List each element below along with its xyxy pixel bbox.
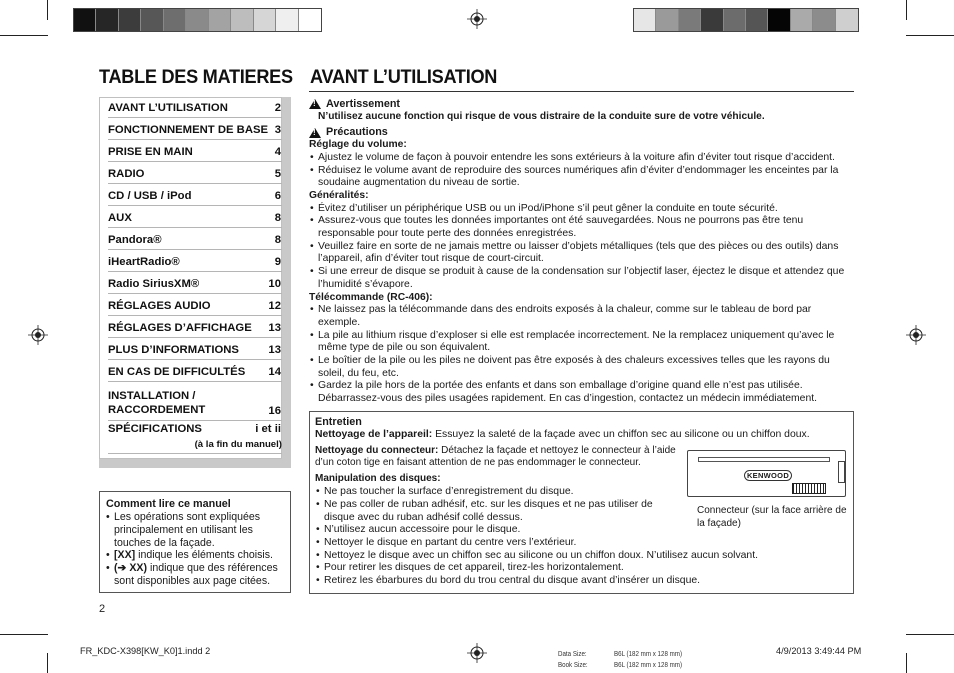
toc-entry-label: EN CAS DE DIFFICULTÉS <box>108 366 246 378</box>
color-swatch <box>701 9 723 31</box>
connector-caption: Connecteur (sur la face arrière de la façade) <box>697 505 847 529</box>
toc-entry-page: 12 <box>268 300 281 312</box>
toc-entry-label: AUX <box>108 212 132 224</box>
toc-entry-note: (à la fin du manuel) <box>194 439 282 450</box>
data-size-value: B6L (182 mm x 128 mm) <box>614 649 683 658</box>
table-of-contents <box>99 97 282 459</box>
toc-entry[interactable] <box>108 300 282 316</box>
precautions-heading <box>309 126 854 139</box>
color-swatch <box>209 9 231 31</box>
list-item: • Ne pas toucher la surface d’enregistrement du disque. <box>315 486 660 499</box>
toc-entry-label: SPÉCIFICATIONS <box>108 423 202 435</box>
list-item: • La pile au lithium risque d’exploser si elle est remplacée incorrectement. Ne la remplacez uniquement qu’avec le même type de pile ou son équivalent. <box>309 330 854 355</box>
toc-entry-page: 9 <box>274 256 281 268</box>
color-swatch <box>164 9 186 31</box>
disc-list <box>315 486 848 588</box>
page-number: 2 <box>99 603 106 615</box>
crop-mark <box>0 634 48 635</box>
list-item: • Gardez la pile hors de la portée des enfants et dans son emballage d’origine quand elle n’est pas utilisée. Débarrassez-vous des piles usagées rapidement. En cas d’ingestion, contactez un médecin immédiatement. <box>309 380 854 405</box>
volume-list <box>309 152 854 190</box>
toc-entry[interactable] <box>108 423 282 454</box>
book-size-label: Book Size: <box>558 660 588 669</box>
list-item: • Assurez-vous que toutes les données importantes ont été sauvegardées. Nous ne pourrons pas être tenu responsable pour toute perte des données enregistrées. <box>309 215 854 240</box>
list-item: • Nettoyer le disque en partant du centre vers l’extérieur. <box>315 537 848 550</box>
remote-list <box>309 304 854 406</box>
main-content <box>309 98 854 406</box>
color-swatch <box>74 9 96 31</box>
color-swatch <box>186 9 208 31</box>
list-item <box>106 549 284 562</box>
color-swatch <box>679 9 701 31</box>
toc-entry-page: 10 <box>268 278 281 290</box>
toc-entry[interactable] <box>108 256 282 272</box>
warning-title: Avertissement <box>326 98 401 110</box>
toc-entry[interactable] <box>108 322 282 338</box>
toc-entry-page: 16 <box>268 405 281 417</box>
color-calibration-bar-right <box>633 8 859 32</box>
color-swatch <box>791 9 813 31</box>
facade-cleaning <box>315 429 848 442</box>
color-swatch <box>96 9 118 31</box>
list-item: • Évitez d’utiliser un périphérique USB ou un iPod/iPhone s’il peut gêner la conduite en toute sécurité. <box>309 203 854 216</box>
list-item <box>106 562 284 588</box>
connector-cleaning-label: Nettoyage du connecteur: <box>315 445 439 457</box>
toc-entry-label: iHeartRadio® <box>108 256 180 268</box>
facade-cleaning-label: Nettoyage de l’appareil: <box>315 428 433 440</box>
connector-icon <box>792 483 826 494</box>
color-swatch <box>746 9 768 31</box>
registration-mark-icon <box>467 9 487 29</box>
toc-entry[interactable] <box>108 234 282 250</box>
maintenance-box <box>309 411 854 594</box>
list-item: • Nettoyez le disque avec un chiffon sec au silicone ou un chiffon doux. N’utilisez aucun solvant. <box>315 550 848 563</box>
crop-mark <box>0 35 48 36</box>
toc-entry-label-line: RACCORDEMENT <box>108 404 206 416</box>
toc-entry[interactable] <box>108 168 282 184</box>
general-list <box>309 203 854 292</box>
code-label: (➔ XX) <box>114 562 148 575</box>
color-calibration-bar-left <box>73 8 322 32</box>
toc-entry-page: 4 <box>274 146 281 158</box>
remote-heading: Télécommande (RC-406): <box>309 291 433 303</box>
toc-entry[interactable] <box>108 146 282 162</box>
toc-entry[interactable] <box>108 388 282 421</box>
list-item-text: indique les éléments choisis. <box>135 549 273 562</box>
connector-cleaning-text: Détachez la façade et nettoyez le connecteur à l’aide d’un coton tige en faisant attention de ne pas endommager le connecteur. <box>315 445 676 469</box>
print-date: 4/9/2013 3:49:44 PM <box>776 646 862 656</box>
toc-entry-page: 6 <box>274 190 281 202</box>
crop-mark <box>906 634 954 635</box>
toc-entry[interactable] <box>108 344 282 360</box>
color-swatch <box>634 9 656 31</box>
how-to-read-title: Comment lire ce manuel <box>106 498 231 510</box>
crop-mark <box>47 653 48 673</box>
list-item: • Si une erreur de disque se produit à cause de la condensation sur l’objectif laser, éjectez le disque et attendez que l’humidité s’évapore. <box>309 266 854 291</box>
toc-entry-label: RADIO <box>108 168 145 180</box>
brand-logo: KENWOOD <box>744 470 792 481</box>
volume-heading: Réglage du volume: <box>309 139 407 151</box>
list-item: • Veuillez faire en sorte de ne jamais mettre ou laisser d’objets métalliques (tels que des pièces ou des outils) dans l’appareil, afin d’éviter tout risque de court-circuit. <box>309 241 854 266</box>
list-item: • Ajustez le volume de façon à pouvoir entendre les sons extérieurs à la voiture afin d’éviter tout risque d’accident. <box>309 152 854 165</box>
precautions-title: Précautions <box>326 126 388 139</box>
toc-entry-page: 8 <box>274 234 281 246</box>
code-label: [XX] <box>114 549 136 562</box>
toc-entry[interactable] <box>108 278 282 294</box>
list-item: • N’utilisez aucun accessoire pour le disque. <box>315 524 660 537</box>
list-item: • Le boîtier de la pile ou les piles ne doivent pas être exposés à des chaleurs excessives telles que les rayons du soleil, du feu, etc. <box>309 355 854 380</box>
toc-entry-label: CD / USB / iPod <box>108 190 192 202</box>
maintenance-title: Entretien <box>315 416 362 428</box>
list-item: • Réduisez le volume avant de reproduire des sources numériques afin d’éviter d’endommager les enceintes par la soudaine augmentation du niveau de sortie. <box>309 165 854 190</box>
file-name: FR_KDC-X398[KW_K0]1.indd 2 <box>80 646 211 656</box>
registration-mark-icon <box>28 325 48 345</box>
faceplate-illustration <box>687 450 846 497</box>
toc-entry-label: PLUS D’INFORMATIONS <box>108 344 239 356</box>
page-title: AVANT L’UTILISATION <box>310 66 498 88</box>
warning-icon <box>309 128 321 138</box>
warning-text: N’utilisez aucune fonction qui risque de vous distraire de la conduite sure de votre véhicule. <box>318 110 765 122</box>
general-heading: Généralités: <box>309 189 369 201</box>
crop-mark <box>906 0 907 20</box>
color-swatch <box>276 9 298 31</box>
color-swatch <box>299 9 321 31</box>
registration-mark-icon <box>906 325 926 345</box>
disc-slot <box>698 457 830 462</box>
toc-entry[interactable] <box>108 124 282 140</box>
toc-entry-label: Radio SiriusXM® <box>108 278 200 290</box>
toc-entry[interactable] <box>108 366 282 382</box>
list-item: • Retirez les ébarbures du bord du trou central du disque avant d’insérer un disque. <box>315 575 848 588</box>
toc-entry-label: RÉGLAGES D’AFFICHAGE <box>108 322 252 334</box>
toc-shadow <box>99 97 291 468</box>
toc-entry-label <box>108 389 205 417</box>
toc-title: TABLE DES MATIERES <box>99 66 293 88</box>
color-swatch <box>768 9 790 31</box>
side-latch <box>838 461 845 483</box>
color-swatch <box>254 9 276 31</box>
toc-entry-page: i et ii <box>255 423 281 435</box>
color-swatch <box>724 9 746 31</box>
color-swatch <box>231 9 253 31</box>
toc-entry-page: 13 <box>268 344 281 356</box>
toc-entry-label: FONCTIONNEMENT DE BASE <box>108 124 269 136</box>
toc-entry-page: 2 <box>274 102 281 114</box>
book-size-value: B6L (182 mm x 128 mm) <box>614 660 683 669</box>
toc-entry-page: 14 <box>268 366 281 378</box>
toc-entry-page: 3 <box>274 124 281 136</box>
toc-entry-label-line: INSTALLATION / <box>108 390 196 402</box>
list-item: • Ne laissez pas la télécommande dans des endroits exposés à la chaleur, comme sur le tableau de bord par exemple. <box>309 304 854 329</box>
toc-entry-page: 5 <box>274 168 281 180</box>
crop-mark <box>906 35 954 36</box>
toc-entry[interactable] <box>108 102 282 118</box>
color-swatch <box>119 9 141 31</box>
warning-icon <box>309 99 321 109</box>
toc-entry[interactable] <box>108 212 282 228</box>
toc-entry-label: Pandora® <box>108 234 162 246</box>
toc-entry-page: 8 <box>274 212 281 224</box>
list-item: • Les opérations sont expliquées principalement en utilisant les touches de la façade. <box>106 511 284 549</box>
disc-heading: Manipulation des disques: <box>315 473 441 485</box>
list-item-text: indique que des références sont disponibles aux page citées. <box>114 562 278 587</box>
toc-entry-label: AVANT L’UTILISATION <box>108 102 228 114</box>
color-swatch <box>813 9 835 31</box>
toc-entry-label: RÉGLAGES AUDIO <box>108 300 211 312</box>
crop-mark <box>906 653 907 673</box>
crop-mark <box>47 0 48 20</box>
data-size-label: Data Size: <box>558 649 587 658</box>
toc-entry-page: 13 <box>268 322 281 334</box>
list-item: • Ne pas coller de ruban adhésif, etc. sur les disques et ne pas utiliser de disque avec du ruban adhésif collé dessus. <box>315 499 660 524</box>
color-swatch <box>656 9 678 31</box>
toc-entry[interactable] <box>108 190 282 206</box>
color-swatch <box>836 9 858 31</box>
toc-entry-label: PRISE EN MAIN <box>108 146 193 158</box>
list-item: • Pour retirer les disques de cet appareil, tirez-les horizontalement. <box>315 562 848 575</box>
registration-mark-icon <box>467 643 487 663</box>
title-rule <box>309 91 854 92</box>
color-swatch <box>141 9 163 31</box>
connector-cleaning <box>315 445 687 469</box>
warning-heading <box>309 98 854 111</box>
facade-cleaning-text: Essuyez la saleté de la façade avec un chiffon sec au silicone ou un chiffon doux. <box>432 428 810 440</box>
how-to-read-box <box>99 491 291 593</box>
